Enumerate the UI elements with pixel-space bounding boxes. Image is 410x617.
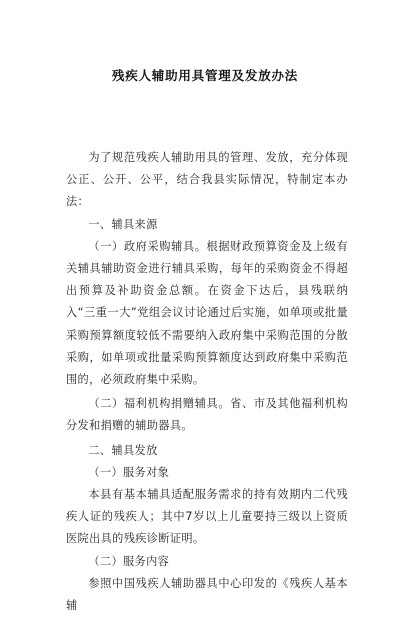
paragraph-service-content: 参照中国残疾人辅助器具中心印发的《残疾人基本辅 — [66, 576, 348, 613]
section-heading-distribution: 二、辅具发放 — [88, 443, 158, 457]
intro-paragraph: 为了规范残疾人辅助用具的管理、发放，充分体现公正、公开、公平，结合我县实际情况，特制定本办法： — [66, 151, 348, 209]
document-body — [66, 147, 348, 617]
document-title: 残疾人辅助用具管理及发放办法 — [111, 68, 299, 83]
section-heading-source: 一、辅具来源 — [88, 217, 158, 231]
paragraph-welfare-donation: （二）福利机构捐赠辅具。省、市及其他福利机构分发和捐赠的辅助器具。 — [66, 397, 348, 433]
paragraph-service-target: 本县有基本辅具适配服务需求的持有效期内二代残疾人证的残疾人；其中7岁以上儿童要持三级以上资质医院出具的残疾诊断证明。 — [66, 488, 348, 546]
subheading-service-content: （二）服务内容 — [88, 554, 170, 568]
subheading-service-target: （一）服务对象 — [88, 465, 170, 479]
paragraph-government-procurement: （一）政府采购辅具。根据财政预算资金及上级有关辅具辅助资金进行辅具采购，每年的采购资金不得超出预算及补助资金总额。在资金下达后，县残联纳入“三重一大”党组会议讨论通过后实施，如单项或批量采购预算额度较低不需要纳入政府集中采购范围的分散采购，如单项或批量采购预算额度达到政府集中采购范围的，必须政府集中采购。 — [66, 239, 348, 387]
